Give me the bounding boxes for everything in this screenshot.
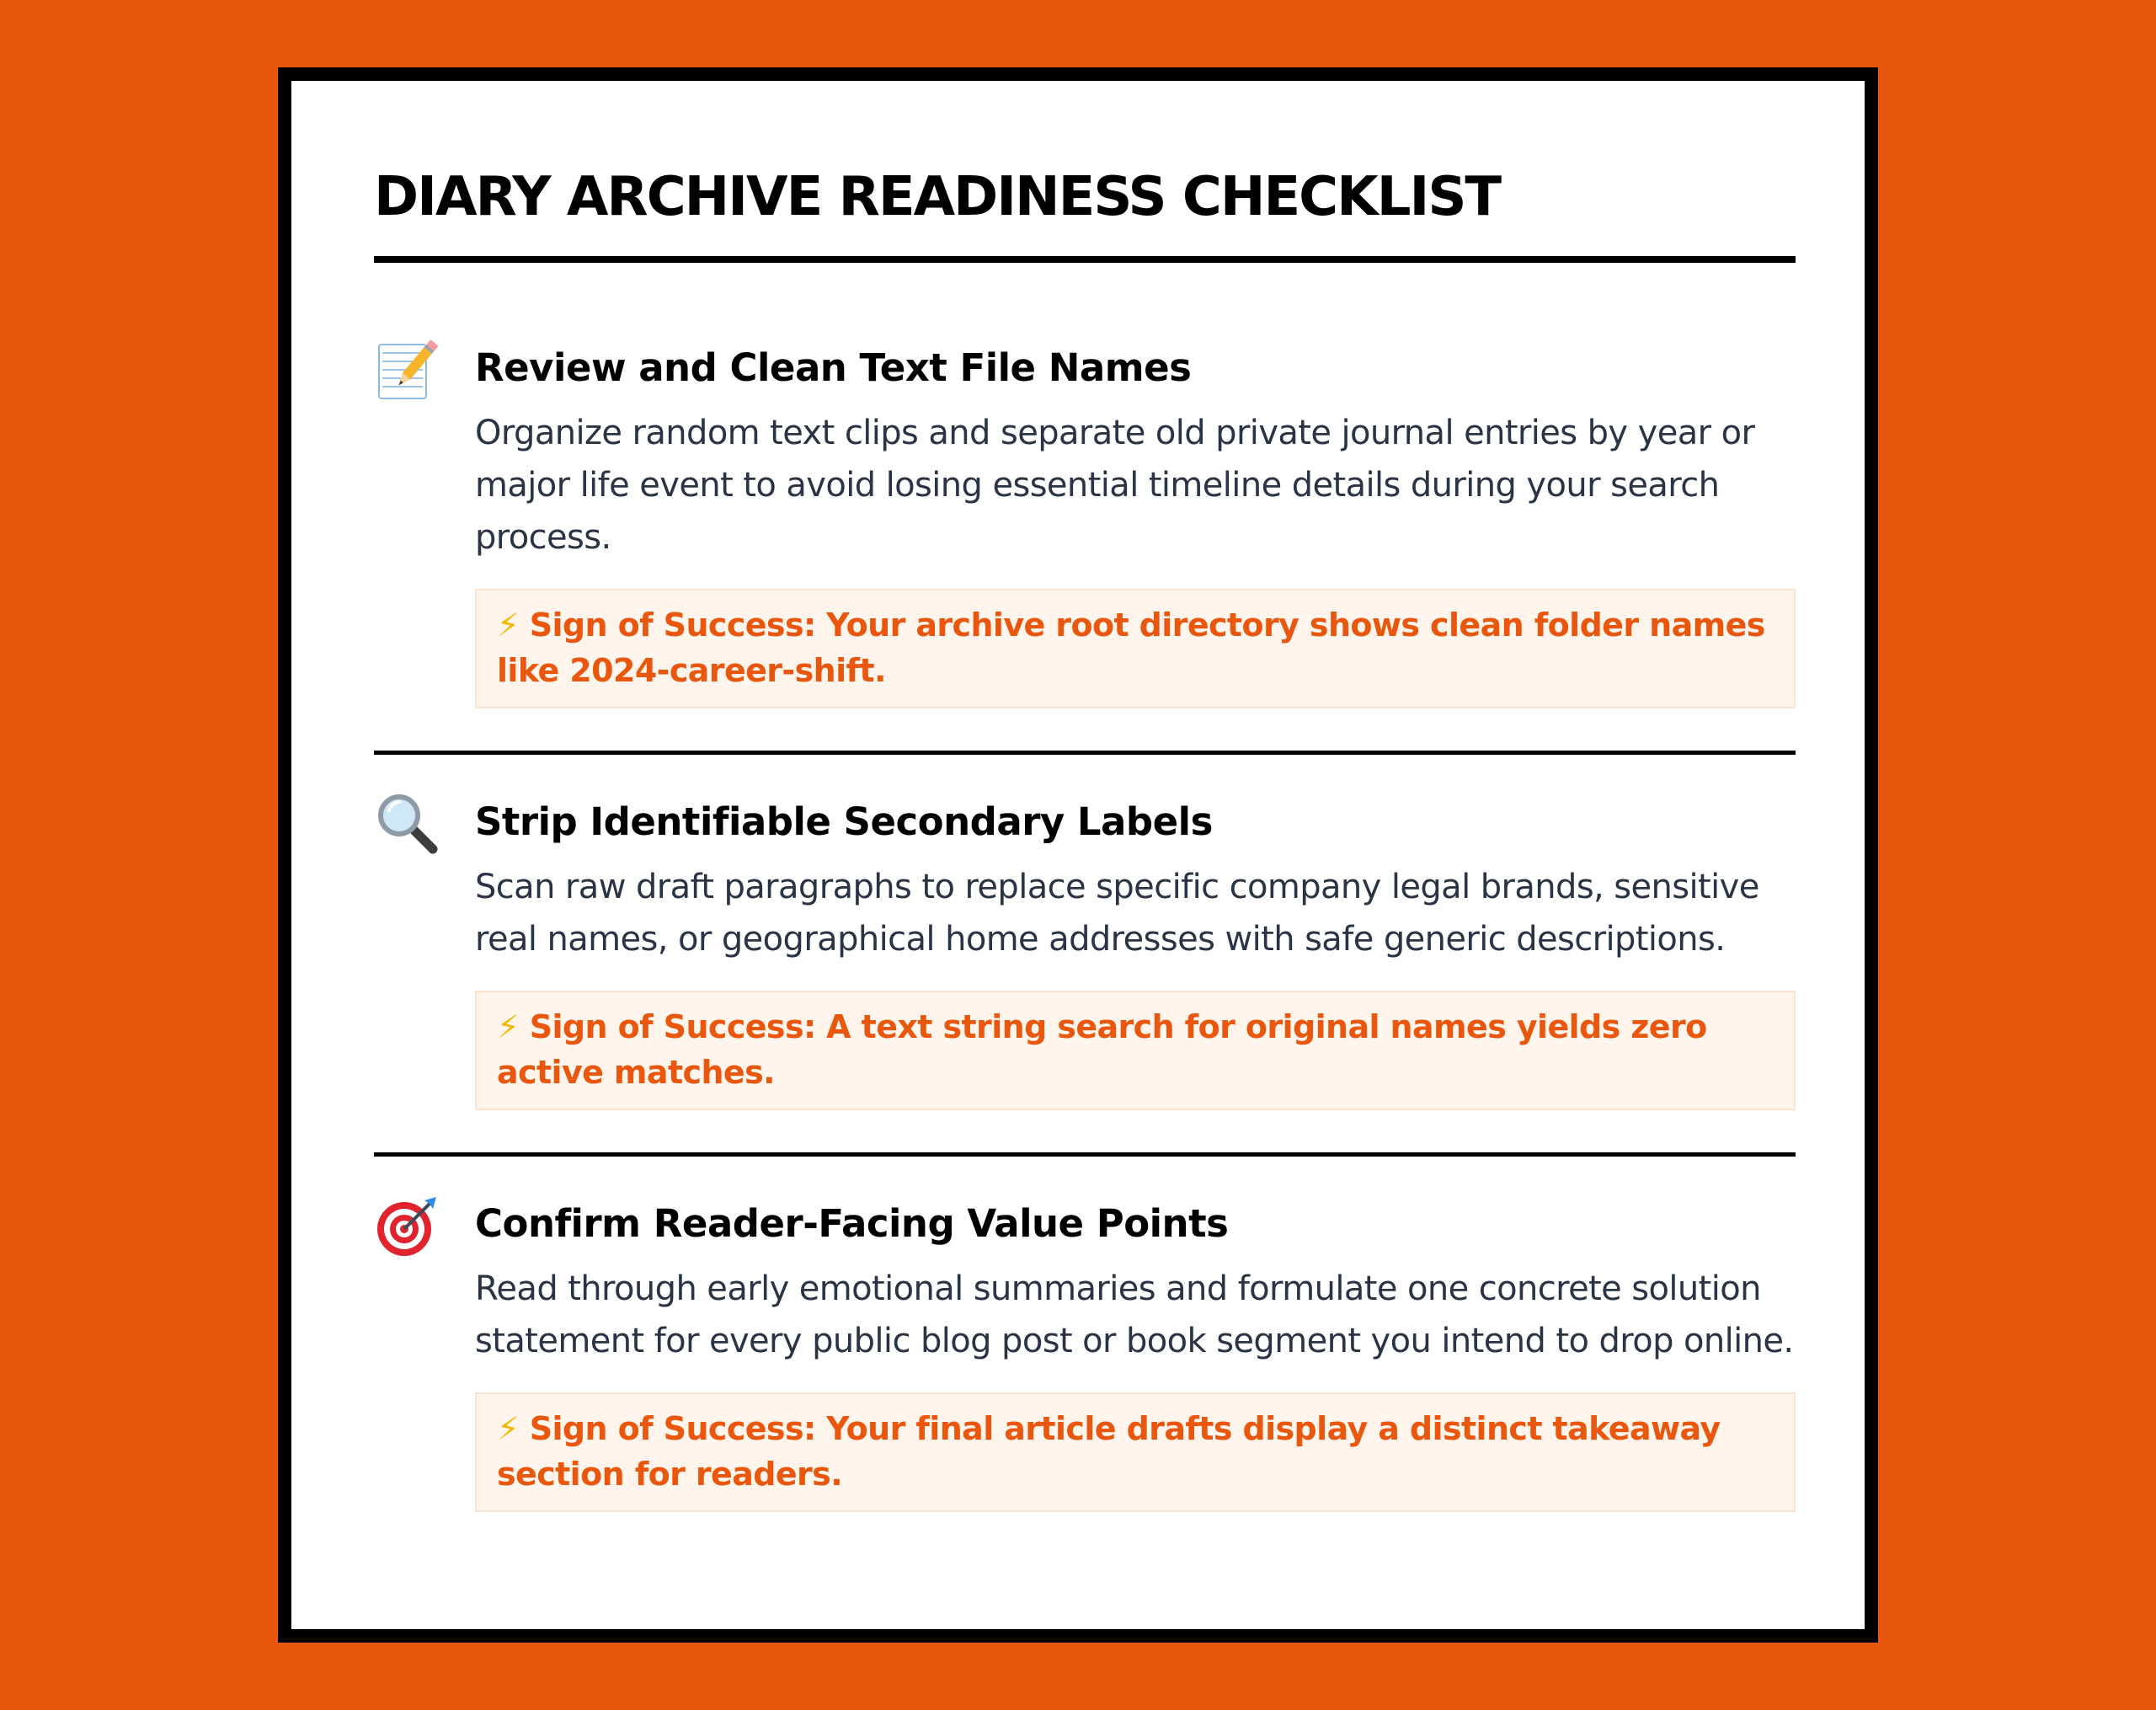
success-callout [475, 1392, 1796, 1512]
item-heading: Confirm Reader-Facing Value Points [475, 1201, 1229, 1246]
item-heading: Review and Clean Text File Names [475, 345, 1192, 390]
item-heading: Strip Identifiable Secondary Labels [475, 799, 1213, 844]
item-description: Read through early emotional summaries and formulate one concrete solution statement for every public blog post or book segment you intend to drop online. [475, 1269, 1794, 1360]
magnifying-glass-icon [374, 790, 441, 858]
lightning-icon: ⚡ [497, 607, 520, 644]
item-description: Organize random text clips and separate old private journal entries by year or major life event to avoid losing essential timeline details during your search process. [475, 414, 1755, 557]
checklist-item-strip-labels [374, 797, 1796, 1110]
success-callout [475, 589, 1796, 708]
title-divider [374, 256, 1796, 263]
section-divider [374, 1152, 1796, 1157]
section-divider [374, 751, 1796, 755]
page-title: DIARY ARCHIVE READINESS CHECKLIST [374, 166, 1501, 228]
checklist-content [374, 163, 1796, 1512]
lightning-icon: ⚡ [497, 1008, 520, 1045]
success-text: Sign of Success: Your archive root directory shows clean folder names like 2024-career-shift. [497, 607, 1765, 689]
target-dart-icon [374, 1192, 441, 1259]
memo-pencil-icon [374, 336, 441, 403]
success-text: Sign of Success: Your final article drafts display a distinct takeaway section for readers. [497, 1410, 1721, 1493]
success-callout [475, 991, 1796, 1110]
checklist-card [278, 67, 1878, 1643]
success-text: Sign of Success: A text string search for original names yields zero active matches. [497, 1008, 1707, 1091]
checklist-item-review-file-names [374, 343, 1796, 708]
item-description: Scan raw draft paragraphs to replace specific company legal brands, sensitive real names, or geographical home addresses with safe generic descriptions. [475, 868, 1759, 959]
checklist-item-confirm-value-points [374, 1199, 1796, 1512]
lightning-icon: ⚡ [497, 1410, 520, 1447]
